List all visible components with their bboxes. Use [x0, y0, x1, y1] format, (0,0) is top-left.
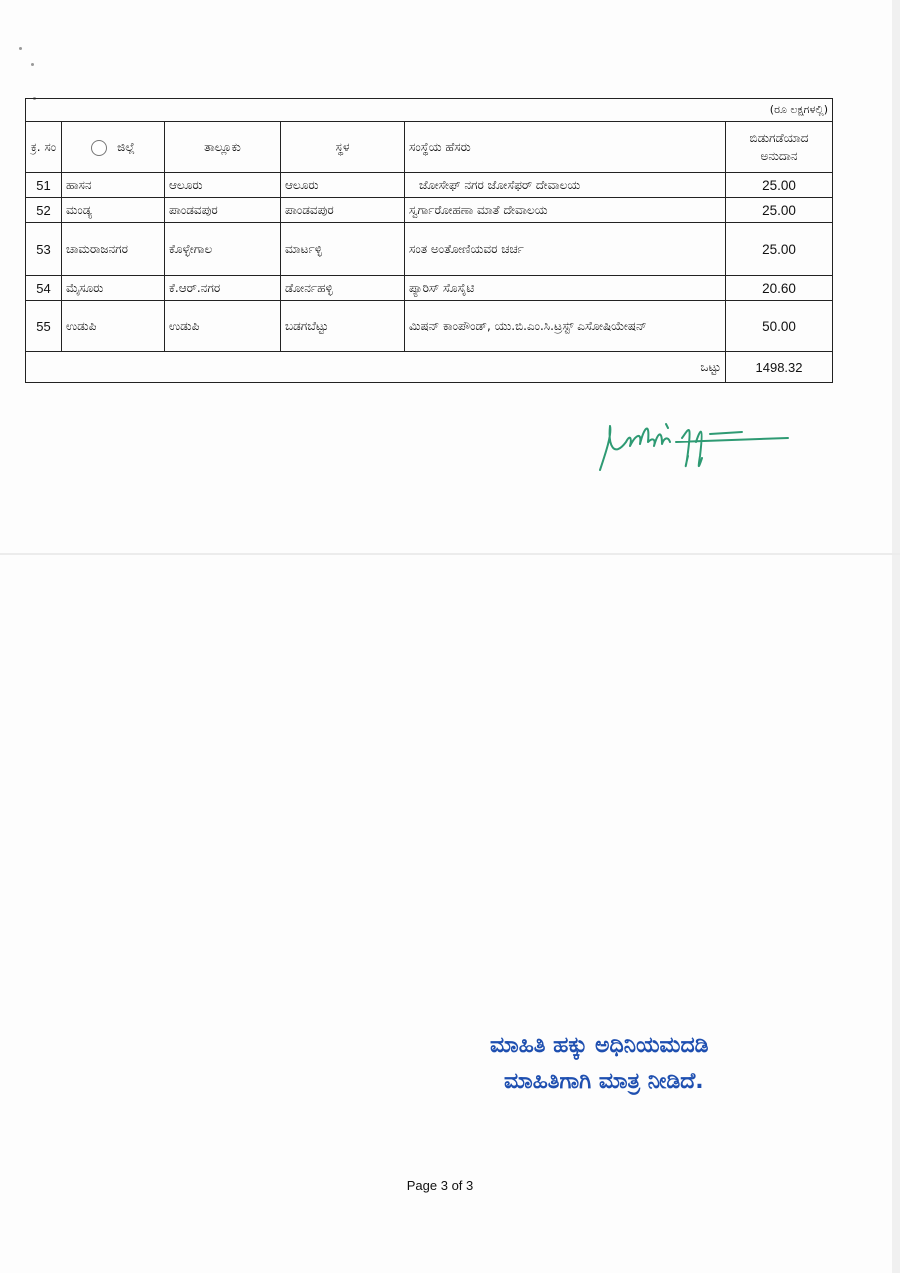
scan-speck: [31, 63, 34, 66]
scan-speck: [19, 47, 22, 50]
unit-note: (ರೂ ಲಕ್ಷಗಳಲ್ಲಿ): [26, 99, 833, 122]
cell-place: ಬಡಗಬೆಟ್ಟು: [281, 301, 405, 352]
grant-table: [25, 98, 833, 383]
unit-note-row: [26, 99, 833, 122]
cell-grant: 20.60: [726, 276, 833, 301]
header-place: ಸ್ಥಳ: [281, 122, 405, 173]
cell-grant: 50.00: [726, 301, 833, 352]
cell-grant: 25.00: [726, 198, 833, 223]
cell-district: ಮಂಡ್ಯ: [62, 198, 165, 223]
total-label: ಒಟ್ಟು: [26, 352, 726, 383]
rti-stamp: [490, 1028, 810, 1100]
page-fold-line: [0, 553, 900, 555]
table-row: [26, 223, 833, 276]
handwritten-signature: [592, 412, 792, 482]
cell-sl: 54: [26, 276, 62, 301]
cell-place: ಡೋರ್ನಹಳ್ಳಿ: [281, 276, 405, 301]
cell-place: ಮಾರ್ಟಳ್ಳಿ: [281, 223, 405, 276]
cell-taluk: ಕೊಳ್ಳೇಗಾಲ: [165, 223, 281, 276]
total-row: [26, 352, 833, 383]
table-header-row: [26, 122, 833, 173]
cell-sl: 52: [26, 198, 62, 223]
scan-page-edge: [892, 0, 900, 1273]
cell-district: ಹಾಸನ: [62, 173, 165, 198]
stamp-line-1: ಮಾಹಿತಿ ಹಕ್ಕು ಅಧಿನಿಯಮದಡಿ: [490, 1033, 709, 1058]
punch-hole-icon: [91, 140, 107, 156]
cell-district: ಮೈಸೂರು: [62, 276, 165, 301]
table-row: [26, 173, 833, 198]
table-row: [26, 276, 833, 301]
signature-stroke: [600, 424, 788, 470]
cell-taluk: ಆಲೂರು: [165, 173, 281, 198]
cell-district: ಚಾಮರಾಜನಗರ: [62, 223, 165, 276]
page-number: Page 3 of 3: [406, 1178, 474, 1193]
total-value: 1498.32: [726, 352, 833, 383]
cell-sl: 51: [26, 173, 62, 198]
header-district: [62, 122, 165, 173]
cell-institution: ಮಿಷನ್ ಕಾಂಪೌಂಡ್, ಯು.ಬಿ.ಎಂ.ಸಿ.ಟ್ರಸ್ಟ್ ಎಸೋಷಿಯೇಷನ್: [405, 301, 726, 352]
cell-taluk: ಕೆ.ಆರ್.ನಗರ: [165, 276, 281, 301]
header-institution: ಸಂಸ್ಥೆಯ ಹೆಸರು: [405, 122, 726, 173]
cell-grant: 25.00: [726, 173, 833, 198]
stamp-line-2: ಮಾಹಿತಿಗಾಗಿ ಮಾತ್ರ ನೀಡಿದೆ.: [504, 1069, 704, 1094]
header-district-label: ಜಿಲ್ಲೆ: [117, 140, 135, 154]
table-row: [26, 198, 833, 223]
cell-taluk: ಉಡುಪಿ: [165, 301, 281, 352]
cell-institution: ಸ್ವರ್ಗಾರೋಹಣಾ ಮಾತೆ ದೇವಾಲಯ: [405, 198, 726, 223]
cell-sl: 53: [26, 223, 62, 276]
cell-institution: ಸಂತ ಅಂತೋಣಿಯವರ ಚರ್ಚ: [405, 223, 726, 276]
cell-sl: 55: [26, 301, 62, 352]
cell-institution: ಪ್ಯಾರಿಸ್ ಸೊಸೈಟಿ: [405, 276, 726, 301]
cell-grant: 25.00: [726, 223, 833, 276]
header-sl-no: ಕ್ರ. ಸಂ: [26, 122, 62, 173]
header-grant: ಬಿಡುಗಡೆಯಾದ ಅನುದಾನ: [726, 122, 833, 173]
cell-institution: ಜೋಸೇಫ್ ನಗರ ಜೋಸೆಫರ್ ದೇವಾಲಯ: [405, 173, 726, 198]
table-row: [26, 301, 833, 352]
cell-district: ಉಡುಪಿ: [62, 301, 165, 352]
cell-taluk: ಪಾಂಡವಪುರ: [165, 198, 281, 223]
cell-place: ಪಾಂಡವಪುರ: [281, 198, 405, 223]
header-taluk: ತಾಲ್ಲೂಕು: [165, 122, 281, 173]
cell-place: ಆಲೂರು: [281, 173, 405, 198]
